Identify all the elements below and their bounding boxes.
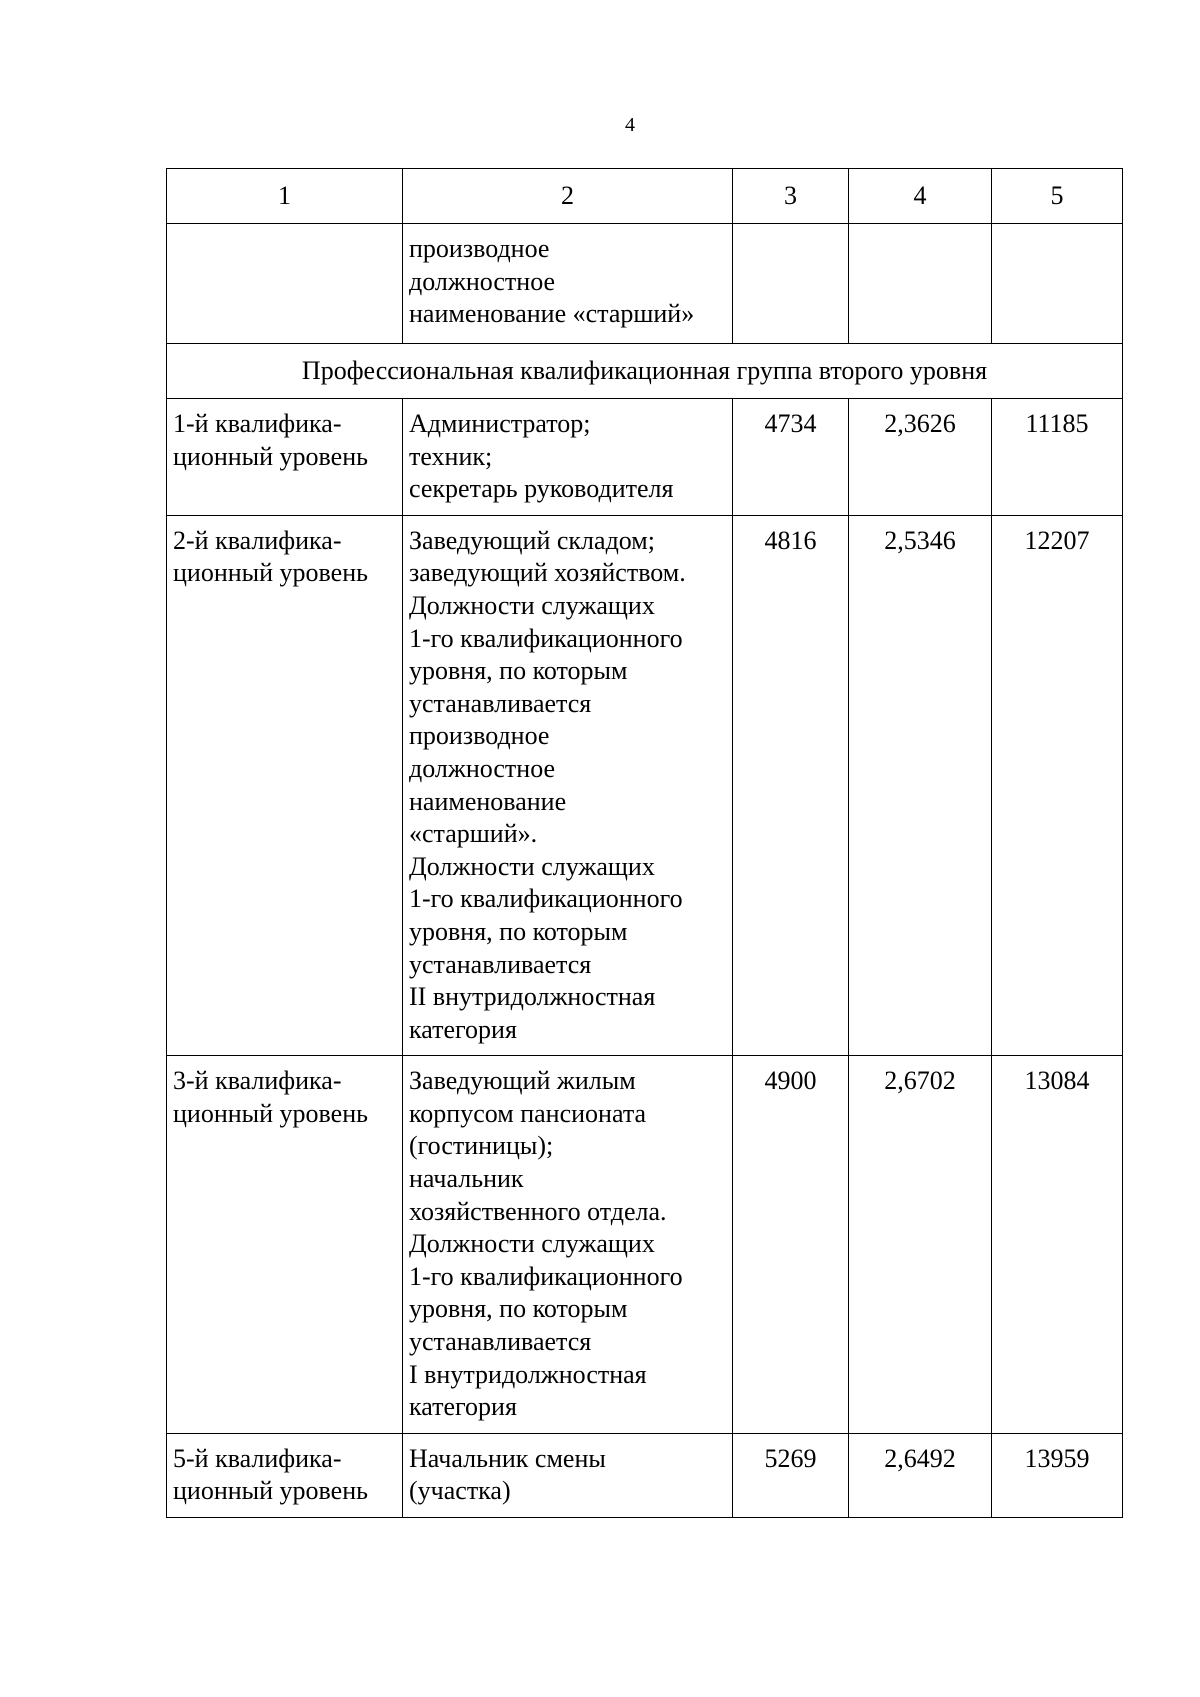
table-header-row <box>167 169 1123 224</box>
position-line: Начальник смены <box>409 1443 606 1473</box>
header-cell-2: 2 <box>403 169 733 224</box>
level-line: ционный уровень <box>173 441 368 471</box>
position-line: II внутридолжностная <box>409 982 656 1012</box>
position-line: заведующий хозяйством. <box>409 558 686 588</box>
position-line: хозяйственного отдела. <box>409 1196 667 1226</box>
position-line: устанавливается <box>409 949 592 979</box>
total-cell: 12207 <box>992 515 1123 1056</box>
group-title: Профессиональная квалификационная группа второго уровня <box>167 344 1123 399</box>
header-cell-3: 3 <box>733 169 849 224</box>
level-line: ционный уровень <box>173 1476 368 1506</box>
qualification-table <box>166 168 1123 1518</box>
total-cell: 13959 <box>992 1433 1123 1517</box>
continuation-coefficient-cell <box>849 224 992 344</box>
position-line: должностное <box>409 266 556 296</box>
position-line: уровня, по которым <box>409 916 628 946</box>
positions-cell <box>403 399 733 516</box>
positions-cell <box>403 1433 733 1517</box>
header-cell-4: 4 <box>849 169 992 224</box>
level-line: 1-й квалифика- <box>173 409 342 438</box>
position-line: Администратор; <box>409 409 591 438</box>
position-line: уровня, по которым <box>409 656 628 686</box>
position-line: корпусом пансионата <box>409 1098 647 1128</box>
level-line: 3-й квалифика- <box>173 1066 342 1096</box>
position-line: I внутридолжностная <box>409 1359 647 1389</box>
position-line: 1-го квалификационного <box>409 1261 683 1291</box>
total-cell: 13084 <box>992 1056 1123 1434</box>
position-line: «старший». <box>409 819 538 849</box>
level-line: 5-й квалифика- <box>173 1443 342 1473</box>
continuation-positions-cell <box>403 224 733 344</box>
position-line: Заведующий жилым <box>409 1066 636 1096</box>
positions-cell <box>403 1056 733 1434</box>
level-cell <box>167 1056 403 1434</box>
table-row <box>167 1056 1123 1434</box>
position-line: начальник <box>409 1164 524 1194</box>
position-line: 1-го квалификационного <box>409 884 683 914</box>
salary-cell: 4900 <box>733 1056 849 1434</box>
coefficient-cell: 2,6492 <box>849 1433 992 1517</box>
coefficient-cell: 2,5346 <box>849 515 992 1056</box>
position-line: Должности служащих <box>409 851 655 881</box>
position-line: 1-го квалификационного <box>409 623 683 653</box>
header-cell-5: 5 <box>992 169 1123 224</box>
position-line: техник; <box>409 441 493 471</box>
position-line: устанавливается <box>409 1327 592 1357</box>
position-line: (гостиницы); <box>409 1131 554 1161</box>
coefficient-cell: 2,3626 <box>849 399 992 516</box>
level-cell <box>167 1433 403 1517</box>
level-line: 2-й квалифика- <box>173 525 342 555</box>
position-line: категория <box>409 1392 517 1422</box>
total-cell: 11185 <box>992 399 1123 516</box>
position-line: наименование «старший» <box>409 299 695 329</box>
positions-cell <box>403 515 733 1056</box>
level-cell <box>167 515 403 1056</box>
continuation-row <box>167 224 1123 344</box>
continuation-level-cell <box>167 224 403 344</box>
position-line: Заведующий складом; <box>409 525 655 555</box>
page-number: 4 <box>625 114 635 136</box>
table-row <box>167 1433 1123 1517</box>
continuation-total-cell <box>992 224 1123 344</box>
table-row <box>167 399 1123 516</box>
position-line: (участка) <box>409 1476 511 1506</box>
coefficient-cell: 2,6702 <box>849 1056 992 1434</box>
position-line: производное <box>409 721 550 751</box>
position-line: уровня, по которым <box>409 1294 628 1324</box>
salary-cell: 4816 <box>733 515 849 1056</box>
position-line: категория <box>409 1014 517 1044</box>
continuation-salary-cell <box>733 224 849 344</box>
position-line: устанавливается <box>409 688 592 718</box>
level-line: ционный уровень <box>173 558 368 588</box>
level-line: ционный уровень <box>173 1098 368 1128</box>
group-title-row <box>167 344 1123 399</box>
salary-cell: 5269 <box>733 1433 849 1517</box>
position-line: производное <box>409 234 550 263</box>
position-line: секретарь руководителя <box>409 474 674 504</box>
salary-cell: 4734 <box>733 399 849 516</box>
position-line: Должности служащих <box>409 590 655 620</box>
position-line: наименование <box>409 786 567 816</box>
position-line: Должности служащих <box>409 1229 655 1259</box>
header-cell-1: 1 <box>167 169 403 224</box>
position-line: должностное <box>409 753 556 783</box>
table-row <box>167 515 1123 1056</box>
level-cell <box>167 399 403 516</box>
